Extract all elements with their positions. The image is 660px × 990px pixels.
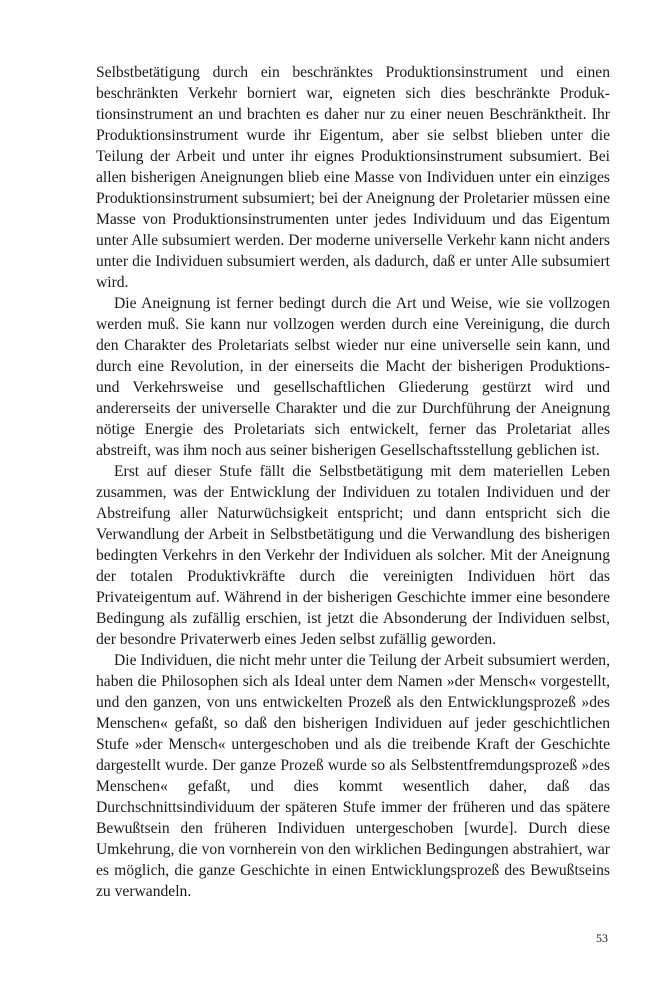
page-number: 53 [596,931,608,945]
body-text [96,62,610,902]
paragraph: Selbstbetätigung durch ein beschränktes Produktionsinstrument und einen beschränkten Verkehr borniert war, eigneten sich dies beschränkte Produktionsinstrument an und brachten es daher nur zu einer neuen Beschränktheit. Ihr Produktionsinstrument wurde ihr Eigentum, aber sie selbst blieben unter die Teilung der Arbeit und unter ihr eignes Produktionsinstrument subsumiert. Bei allen bisherigen Aneignungen blieb eine Masse von Individuen unter ein einziges Produktionsinstrument subsumiert; bei der Aneignung der Proletarier müssen eine Masse von Produktionsinstrumenten unter jedes Individuum und das Eigentum unter Alle subsumiert werden. Der moderne universelle Verkehr kann nicht anders unter die Individuen subsumiert werden, als dadurch, daß er unter Alle subsumiert wird. [96,64,610,291]
paragraph: Erst auf dieser Stufe fällt die Selbstbetätigung mit dem materiellen Leben zusammen, was der Entwicklung der Individuen zu totalen Individuen und der Abstreifung aller Naturwüchsigkeit entspricht; und dann entspricht sich die Verwandlung der Arbeit in Selbstbetätigung und die Verwandlung des bisherigen bedingten Verkehrs in den Verkehr der Individuen als solcher. Mit der Aneignung der totalen Produktivkräfte durch die vereinigten Individuen hört das Privateigentum auf. Während in der bisherigen Geschichte immer eine besondere Bedingung als zufällig erschien, ist jetzt die Absonderung der Individuen selbst, der besondre Privaterwerb eines Jeden selbst zufällig geworden. [96,463,610,648]
paragraph: Die Individuen, die nicht mehr unter die Teilung der Arbeit subsumiert werden, haben die Philosophen sich als Ideal unter dem Namen »der Mensch« vorgestellt, und den ganzen, von uns entwickelten Prozeß als den Entwicklungsprozeß »des Menschen« gefaßt, so daß den bisherigen Individuen auf jeder geschichtlichen Stufe »der Mensch« untergeschoben und als die treibende Kraft der Geschichte dargestellt wurde. Der ganze Prozeß wurde so als Selbstentfremdungsprozeß »des Menschen« gefaßt, und dies kommt wesentlich daher, daß das Durchschnittsindividuum der späteren Stufe immer der früheren und das spätere Bewußtsein den früheren Individuen untergeschoben [wurde]. Durch diese Umkehrung, die von vornherein von den wirklichen Bedingungen abstrahiert, war es möglich, die ganze Geschichte in einen Entwicklungsprozeß des Bewußtseins zu verwandeln. [96,652,610,900]
paragraph: Die Aneignung ist ferner bedingt durch die Art und Weise, wie sie vollzogen werden muß. Sie kann nur vollzogen werden durch eine Vereinigung, die durch den Charakter des Proletariats selbst wieder nur eine universelle sein kann, und durch eine Revolution, in der einerseits die Macht der bisherigen Produktions- und Verkehrsweise und gesellschaftlichen Gliederung gestürzt wird und andererseits der universelle Charakter und die zur Durchführung der Aneignung nötige Energie des Proletariats sich entwickelt, ferner das Proletariat alles abstreift, was ihm noch aus seiner bisherigen Gesellschaftsstellung geblichen ist. [96,295,610,459]
